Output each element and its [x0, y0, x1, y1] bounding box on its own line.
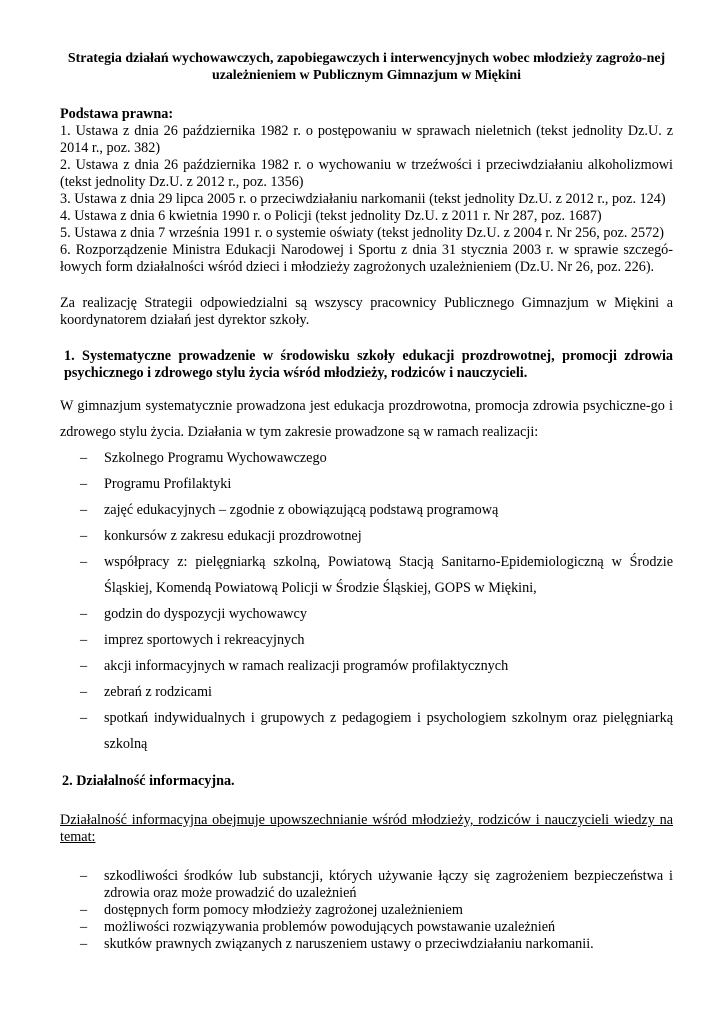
dash-bullet: –	[80, 632, 88, 648]
section-2-heading: 2. Działalność informacyjna.	[62, 773, 235, 789]
dash-bullet: –	[80, 554, 88, 570]
dash-bullet: –	[80, 476, 88, 492]
list-item-text: zebrań z rodzicami	[104, 684, 212, 700]
list-item	[60, 902, 673, 919]
list-item	[60, 445, 673, 471]
dash-bullet: –	[80, 528, 88, 544]
responsibility-paragraph: Za realizację Strategii odpowiedzialni są wszyscy pracownicy Publicznego Gimnazjum w Miękini a koordynatorem działań jest dyrektor szkoły.	[60, 295, 673, 328]
list-item	[60, 601, 673, 627]
dash-bullet: –	[80, 710, 88, 726]
list-item-text: współpracy z: pielęgniarką szkolną, Powiatową Stacją Sanitarno-Epidemiologiczną w Środzie Śląskiej, Komendą Powiatową Policji w Środzie Śląskiej, GOPS w Miękini,	[104, 554, 673, 596]
section-1-intro: W gimnazjum systematycznie prowadzona jest edukacja prozdrowotna, promocja zdrowia psychiczne-go i zdrowego stylu życia. Działania w tym zakresie prowadzone są w ramach realizacji:	[60, 398, 673, 440]
list-item-text: dostępnych form pomocy młodzieży zagrożonej uzależnieniem	[104, 902, 463, 918]
legal-basis-item: 1. Ustawa z dnia 26 października 1982 r. o postępowaniu w sprawach nieletnich (tekst jednolity Dz.U. z 2014 r., poz. 382)	[60, 123, 673, 156]
list-item-text: Szkolnego Programu Wychowawczego	[104, 450, 327, 466]
list-item-text: akcji informacyjnych w ramach realizacji programów profilaktycznych	[104, 658, 509, 674]
list-item	[60, 936, 673, 953]
legal-basis-item: 3. Ustawa z dnia 29 lipca 2005 r. o przeciwdziałaniu narkomanii (tekst jednolity Dz.U. z 2012 r., poz. 124)	[60, 191, 666, 207]
list-item-text: skutków prawnych związanych z naruszeniem ustawy o przeciwdziałaniu narkomanii.	[104, 936, 594, 952]
document-title: Strategia działań wychowawczych, zapobiegawczych i interwencyjnych wobec młodzieży zagrożo-nej uzależnieniem w Publicznym Gimnazjum w Miękini	[67, 51, 666, 83]
list-item-text: konkursów z zakresu edukacji prozdrowotnej	[104, 528, 362, 544]
list-item-text: zajęć edukacyjnych – zgodnie z obowiązującą podstawą programową	[104, 502, 499, 518]
list-item	[60, 549, 673, 601]
section-2-intro: Działalność informacyjna obejmuje upowszechnianie wśród młodzieży, rodziców i nauczycieli wiedzy na temat:	[60, 812, 673, 845]
legal-basis-item: 5. Ustawa z dnia 7 września 1991 r. o systemie oświaty (tekst jednolity Dz.U. z 2004 r. Nr 256, poz. 2572)	[60, 225, 665, 241]
section-2-list	[60, 868, 673, 953]
list-item	[60, 868, 673, 902]
list-item-text: spotkań indywidualnych i grupowych z pedagogiem i psychologiem szkolnym oraz pielęgniarką szkolną	[104, 710, 673, 752]
section-1-list	[60, 445, 673, 757]
list-item-text: Programu Profilaktyki	[104, 476, 232, 492]
section-1-heading: 1. Systematyczne prowadzenie w środowisku szkoły edukacji prozdrowotnej, promocji zdrowia psychicznego i zdrowego stylu życia wśród młodzieży, rodziców i nauczycieli.	[64, 348, 673, 381]
dash-bullet: –	[80, 919, 88, 935]
dash-bullet: –	[80, 936, 88, 952]
list-item	[60, 919, 673, 936]
dash-bullet: –	[80, 606, 88, 622]
legal-basis-item: 2. Ustawa z dnia 26 października 1982 r. o wychowaniu w trzeźwości i przeciwdziałaniu alkoholizmowi (tekst jednolity Dz.U. z 2012 r., poz. 1356)	[60, 157, 673, 190]
legal-basis-list	[60, 123, 673, 276]
dash-bullet: –	[80, 868, 88, 884]
dash-bullet: –	[80, 502, 88, 518]
dash-bullet: –	[80, 450, 88, 466]
list-item	[60, 497, 673, 523]
list-item	[60, 627, 673, 653]
legal-basis-item: 6. Rozporządzenie Ministra Edukacji Narodowej i Sportu z dnia 31 stycznia 2003 r. w sprawie szczegó-łowych form działalności wśród dzieci i młodzieży zagrożonych uzależnieniem (Dz.U. Nr 26, poz. 226).	[60, 242, 673, 275]
list-item-text: godzin do dyspozycji wychowawcy	[104, 606, 307, 622]
list-item-text: możliwości rozwiązywania problemów powodujących powstawanie uzależnień	[104, 919, 556, 935]
dash-bullet: –	[80, 684, 88, 700]
list-item	[60, 653, 673, 679]
legal-basis-heading: Podstawa prawna:	[60, 106, 174, 122]
list-item-text: szkodliwości środków lub substancji, których używanie łączy się zagrożeniem bezpieczeństwa i zdrowia oraz może prowadzić do uzależnień	[104, 868, 673, 901]
dash-bullet: –	[80, 658, 88, 674]
dash-bullet: –	[80, 902, 88, 918]
list-item	[60, 705, 673, 757]
list-item	[60, 523, 673, 549]
list-item	[60, 471, 673, 497]
list-item-text: imprez sportowych i rekreacyjnych	[104, 632, 305, 648]
legal-basis-item: 4. Ustawa z dnia 6 kwietnia 1990 r. o Policji (tekst jednolity Dz.U. z 2011 r. Nr 287, poz. 1687)	[60, 208, 602, 224]
list-item	[60, 679, 673, 705]
